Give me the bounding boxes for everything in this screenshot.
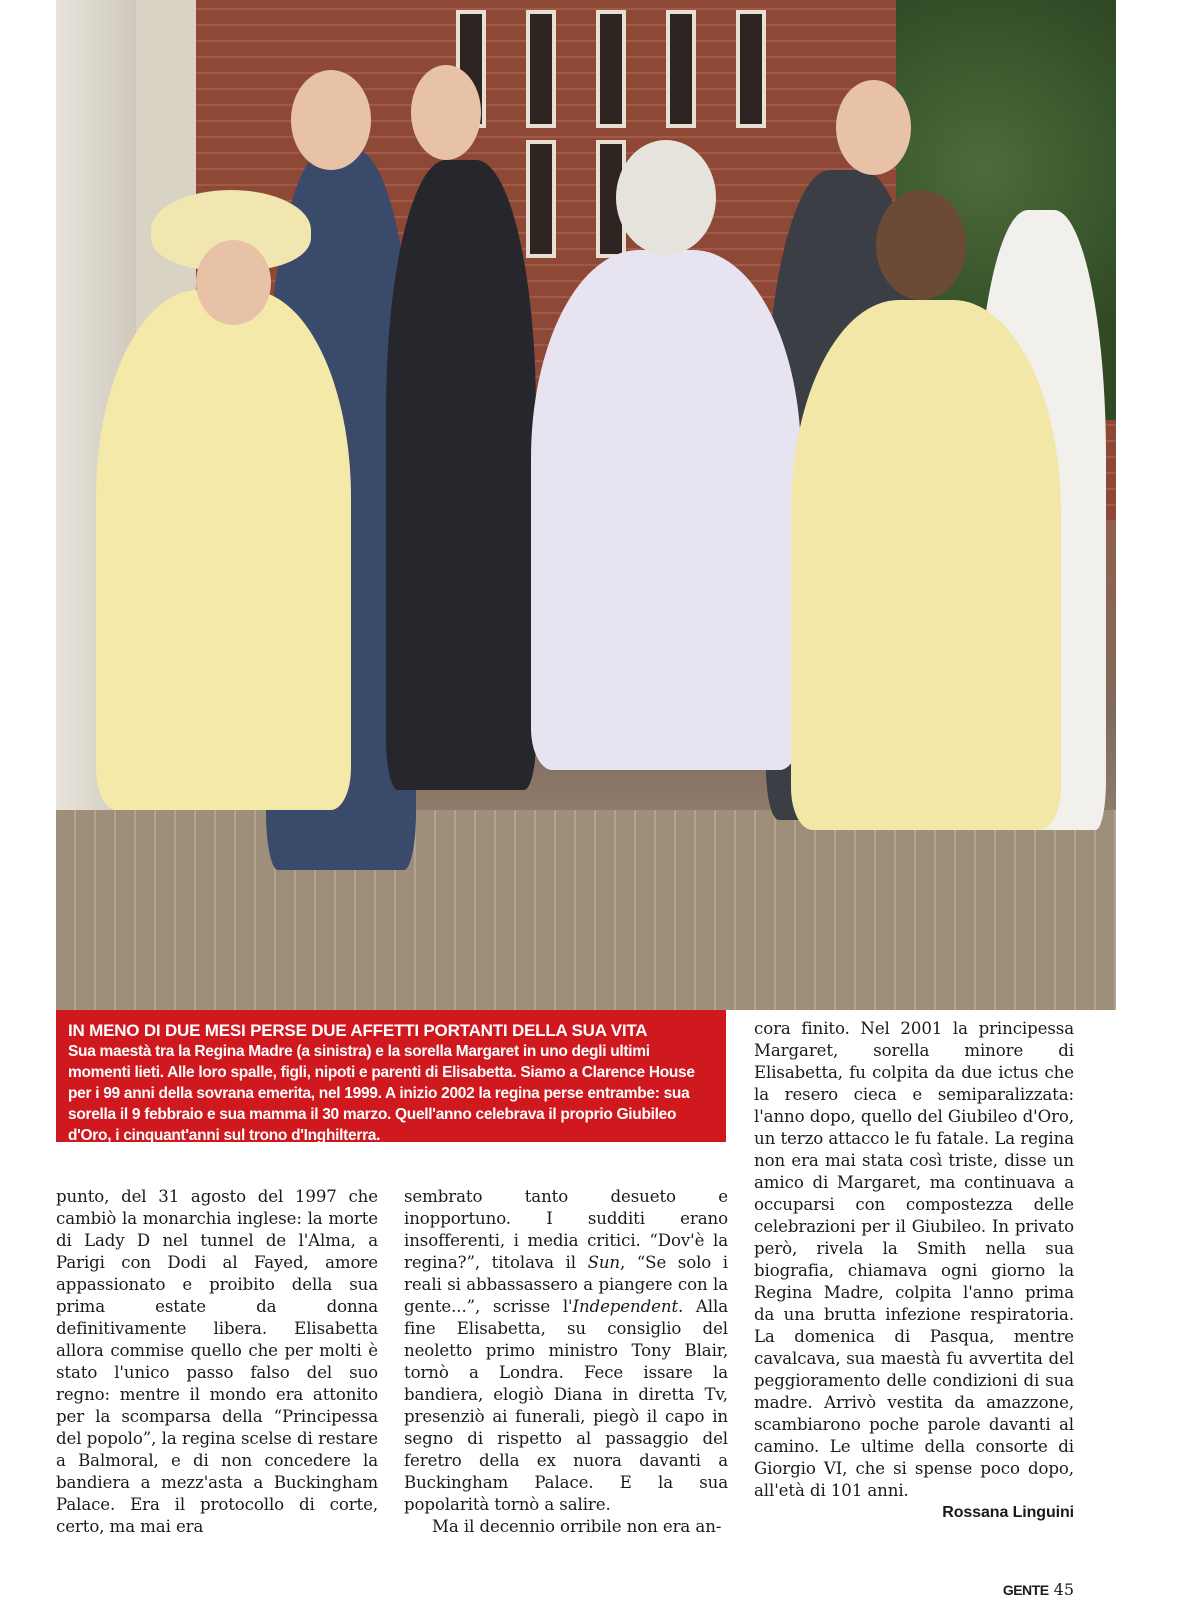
window <box>526 10 556 128</box>
caption-text: Sua maestà tra la Regina Madre (a sinistra) e la sorella Margaret in uno degli ultimi momenti lieti. Alle loro spalle, figli, nipoti e parenti di Elisabetta. Siamo a Clarence House per i 99 anni della sovrana emerita, nel 1999. A inizio 2002 la regina perse entrambe: sua sorella il 9 febbraio e sua mamma il 30 marzo. Quell'anno celebrava il proprio Giubileo d'Oro, i cinquant'anni sul trono d'Inghilterra. <box>68 1043 695 1144</box>
figure-head <box>411 65 481 160</box>
article-column-2 <box>404 1186 728 1538</box>
figure-head <box>876 190 966 300</box>
paragraph <box>404 1186 728 1516</box>
article-column-1 <box>56 1186 378 1538</box>
author-byline: Rossana Linguini <box>942 1504 1074 1521</box>
text-run: sembrato tanto desueto e inopportuno. I sudditi erano insofferenti, i media critici. “Dov'è la regina?”, titolava il <box>404 1187 728 1272</box>
figure-man-dark-suit <box>386 160 536 790</box>
cobblestone-ground <box>56 810 1116 1010</box>
window <box>596 10 626 128</box>
figure-queen-mother <box>96 290 351 810</box>
royal-family-photo <box>56 0 1116 1010</box>
paragraph: punto, del 31 agosto del 1997 che cambiò la monarchia inglese: la morte di Lady D nel tunnel de l'Alma, a Parigi con Dodi al Fayed, amore appassionato e proibito della sua prima estate da donna definitivamente libera. Elisabetta allora commise quello che per molti è stato l'unico passo falso del suo regno: mentre il mondo era attonito per la scomparsa della “Principessa del popolo”, la regina scelse di restare a Balmoral, e di non concedere la bandiera a mezz'asta a Buckingham Palace. Era il protocollo di corte, certo, ma mai era <box>56 1187 378 1536</box>
figure-head <box>196 240 271 325</box>
window <box>526 140 556 258</box>
window <box>736 10 766 128</box>
figure-head <box>616 140 716 255</box>
figure-head <box>291 70 371 170</box>
page-number: 45 <box>1053 1580 1074 1599</box>
magazine-brand: GENTE <box>1002 1582 1049 1598</box>
caption-title: IN MENO DI DUE MESI PERSE DUE AFFETTI PORTANTI DELLA SUA VITA <box>68 1021 648 1040</box>
newspaper-name: Independent <box>572 1297 679 1316</box>
paragraph: cora finito. Nel 2001 la principessa Margaret, sorella minore di Elisabetta, fu colpita da due ictus che la resero cieca e semiparalizzata: l'anno dopo, quello del Giubileo d'Oro, un terzo attacco le fu fatale. La regina non era mai stata così triste, disse un amico di Margaret, ma continuava a occuparsi con compostezza delle celebrazioni per il Giubileo. In privato però, rivela la Smith nella sua biografia, chiamava ogni giorno la Regina Madre, colpita l'anno prima da una brutta infezione respiratoria. La domenica di Pasqua, mentre cavalcava, sua maestà fu avvertita del peggioramento delle condizioni di sua madre. Arrivò vestita da amazzone, scambiarono poche parole davanti al camino. Le ultime della consorte di Giorgio VI, che si spense poco dopo, all'età di 101 anni. <box>754 1019 1074 1500</box>
figure-head <box>836 80 911 175</box>
text-run: . Alla fine Elisabetta, su consiglio del neoletto primo ministro Tony Blair, tornò a Londra. Fece issare la bandiera, elogiò Diana in diretta Tv, presenziò ai funerali, piegò il capo in segno di rispetto al passaggio del feretro della ex nuora davanti a Buckingham Palace. E la sua popolarità tornò a salire. <box>404 1297 728 1514</box>
text-run: , “Se solo i reali si abbassassero a piangere con la gente...”, scrisse l' <box>404 1253 728 1316</box>
paragraph: Ma il decennio orribile non era an- <box>432 1517 722 1536</box>
page-folio <box>1003 1580 1074 1599</box>
figure-queen <box>531 250 801 770</box>
newspaper-name: Sun <box>587 1253 621 1272</box>
figure-princess-margaret <box>791 300 1061 830</box>
photo-caption <box>56 1010 726 1142</box>
window <box>666 10 696 128</box>
article-column-3 <box>754 1018 1074 1524</box>
